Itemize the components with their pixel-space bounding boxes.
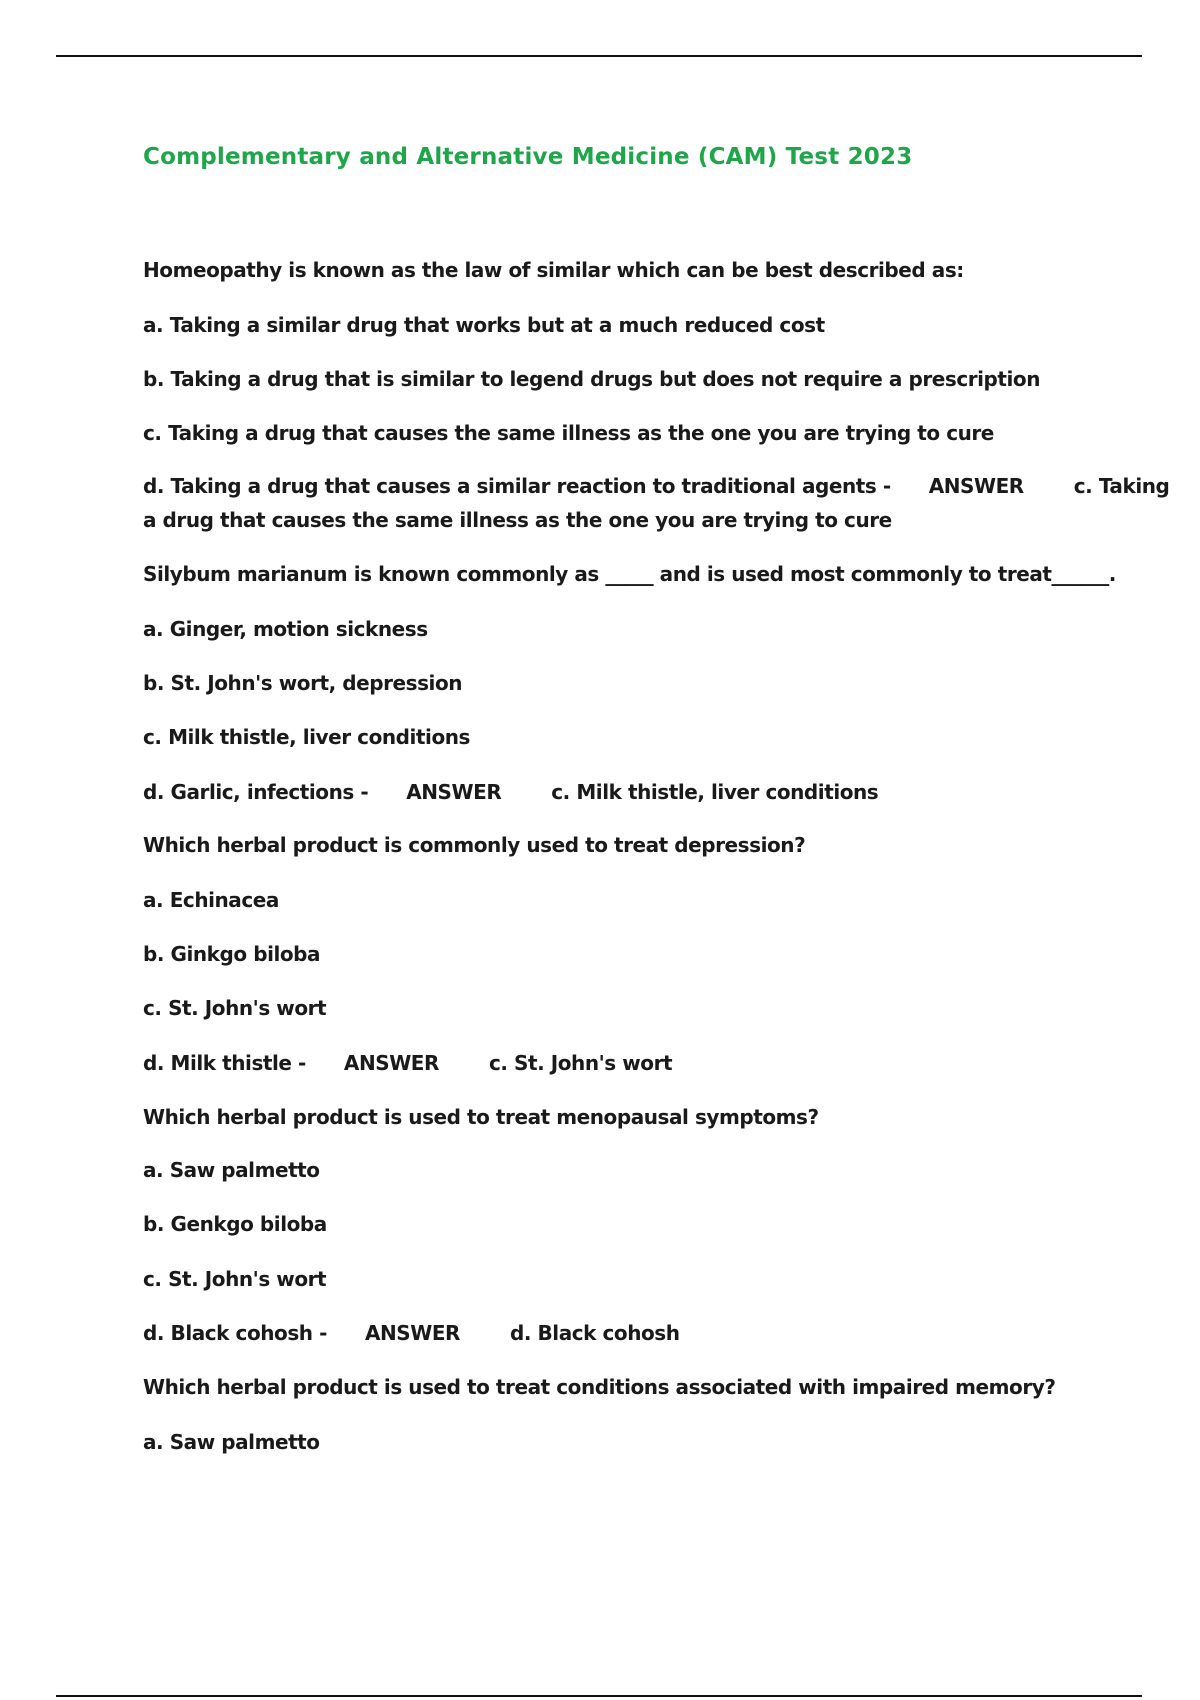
answer-line xyxy=(143,1321,680,1345)
document-title: Complementary and Alternative Medicine (CAM) Test 2023 xyxy=(143,144,913,170)
answer-label: ANSWER xyxy=(364,1321,460,1345)
answer-option: c. St. John's wort xyxy=(143,1267,327,1291)
answer-line xyxy=(143,780,878,804)
answer-option: d. Garlic, infections - xyxy=(143,780,369,804)
answer-label: ANSWER xyxy=(928,474,1024,498)
question-prompt: Homeopathy is known as the law of similar which can be best described as: xyxy=(143,258,964,282)
answer-option: c. Taking a drug that causes the same illness as the one you are trying to cure xyxy=(143,421,994,445)
answer-option: c. St. John's wort xyxy=(143,996,327,1020)
correct-answer-continued: a drug that causes the same illness as the one you are trying to cure xyxy=(143,508,892,532)
answer-option: b. Genkgo biloba xyxy=(143,1212,327,1236)
question-prompt: Which herbal product is commonly used to treat depression? xyxy=(143,833,806,857)
correct-answer: c. Milk thistle, liver conditions xyxy=(551,780,879,804)
answer-option: b. Taking a drug that is similar to legend drugs but does not require a prescription xyxy=(143,367,1041,391)
top-rule xyxy=(56,55,1142,57)
answer-option: d. Milk thistle - xyxy=(143,1051,306,1075)
correct-answer: c. Taking xyxy=(1073,474,1170,498)
answer-line xyxy=(143,474,1169,498)
answer-option: a. Saw palmetto xyxy=(143,1158,320,1182)
answer-option: a. Ginger, motion sickness xyxy=(143,617,428,641)
answer-option: d. Black cohosh - xyxy=(143,1321,327,1345)
answer-label: ANSWER xyxy=(343,1051,439,1075)
answer-label: ANSWER xyxy=(406,780,502,804)
answer-line xyxy=(143,1051,672,1075)
answer-option: a. Taking a similar drug that works but at a much reduced cost xyxy=(143,313,825,337)
bottom-rule xyxy=(56,1695,1142,1697)
answer-option: a. Saw palmetto xyxy=(143,1430,320,1454)
question-prompt: Which herbal product is used to treat conditions associated with impaired memory? xyxy=(143,1375,1056,1399)
answer-option: d. Taking a drug that causes a similar reaction to traditional agents - xyxy=(143,474,891,498)
answer-option: b. St. John's wort, depression xyxy=(143,671,463,695)
answer-option: a. Echinacea xyxy=(143,888,279,912)
question-prompt: Silybum marianum is known commonly as _____ and is used most commonly to treat______. xyxy=(143,562,1116,586)
answer-option: b. Ginkgo biloba xyxy=(143,942,321,966)
correct-answer: d. Black cohosh xyxy=(509,1321,680,1345)
answer-option: c. Milk thistle, liver conditions xyxy=(143,725,470,749)
question-prompt: Which herbal product is used to treat menopausal symptoms? xyxy=(143,1105,819,1129)
correct-answer: c. St. John's wort xyxy=(488,1051,673,1075)
